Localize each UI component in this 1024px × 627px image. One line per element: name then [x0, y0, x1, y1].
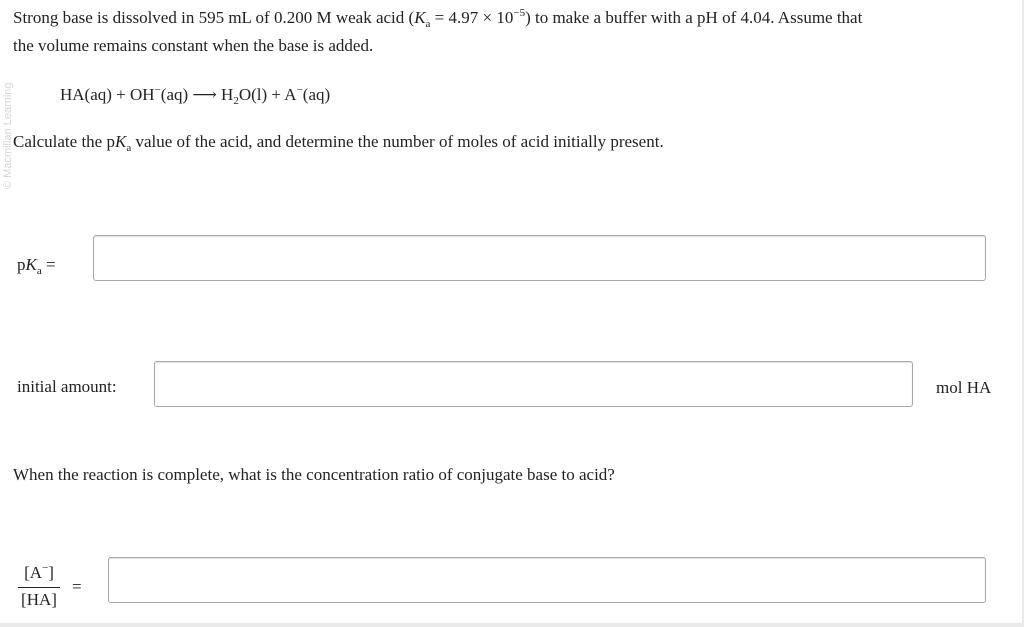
- problem-statement-line-1: Strong base is dissolved in 595 mL of 0.200 M weak acid $(K_a = 4.97 \times 10^{-5})$ to make a buffer with a pH of 4.04. Assume that: [13, 7, 863, 30]
- ka-exponent: −5: [513, 7, 526, 19]
- initial-amount-input[interactable]: [154, 361, 913, 407]
- problem-statement-line-2: the volume remains constant when the base is added.: [13, 36, 374, 55]
- bottom-edge-border: [0, 623, 1024, 627]
- question-calculate-pka: Calculate the $pK_a$ value of the acid, and determine the number of moles of acid initially present.: [13, 132, 664, 154]
- ratio-fraction-label: [18, 563, 60, 610]
- unit-mol-ha: mol HA: [936, 378, 992, 397]
- ka-symbol: K: [414, 8, 426, 27]
- reaction-arrow: ⟶: [192, 85, 217, 104]
- fraction-bar: [18, 587, 60, 588]
- ratio-input[interactable]: [108, 557, 986, 603]
- question-concentration-ratio: When the reaction is complete, what is the concentration ratio of conjugate base to acid?: [13, 465, 615, 484]
- ratio-equals-sign: =: [72, 577, 82, 596]
- fraction-denominator: [HA]: [21, 590, 57, 609]
- fraction-numerator: [A−]: [24, 562, 54, 582]
- initial-amount-label: initial amount:: [17, 377, 117, 396]
- chemical-equation: HA(aq) + OH−(aq) ⟶ $H_2O(l) + A^-(aq)$: [60, 84, 331, 107]
- copyright-watermark: © Macmillan Learning: [2, 82, 14, 189]
- pka-input[interactable]: [93, 235, 986, 281]
- pka-label: $pK_a$ =: [17, 255, 56, 277]
